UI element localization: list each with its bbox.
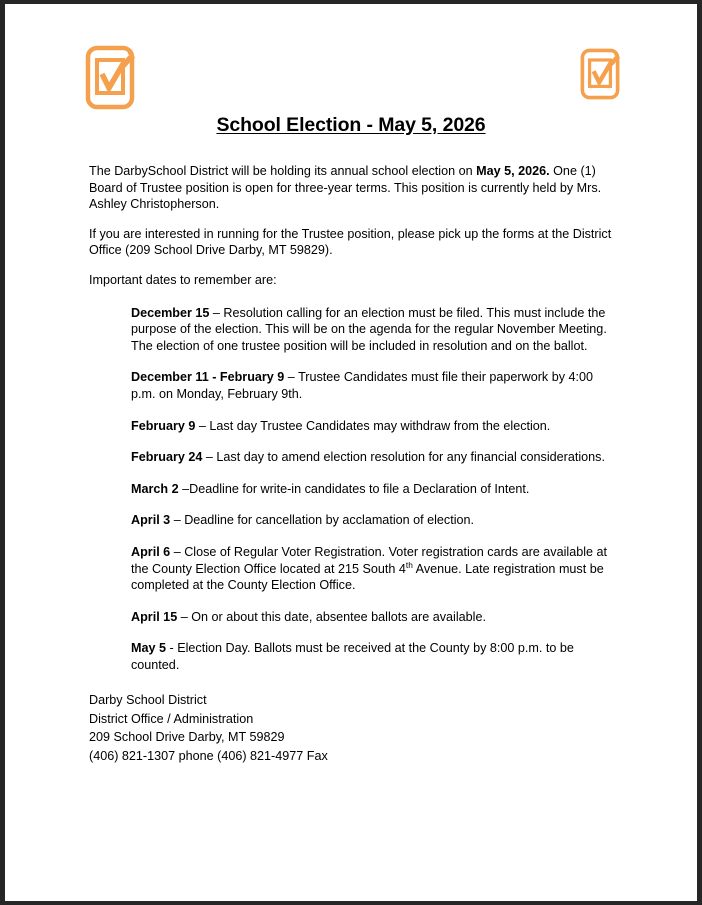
date-label: April 15 xyxy=(131,609,178,624)
phone-fax-line: (406) 821-1307 phone (406) 821-4977 Fax xyxy=(89,748,328,763)
date-description: – Trustee Candidates must file their paperwork by 4:00 p.m. on Monday, February 9th. xyxy=(131,370,594,401)
list-item xyxy=(131,609,619,626)
list-item xyxy=(131,640,619,673)
document-body xyxy=(5,137,697,765)
header-icon-row xyxy=(5,4,697,114)
election-date-bold: May 5, 2026. xyxy=(476,164,550,178)
date-label: December 11 - February 9 xyxy=(131,370,285,385)
date-label: April 3 xyxy=(131,513,171,528)
list-item xyxy=(131,481,619,498)
ballot-checkbox-pencil-icon xyxy=(85,45,135,110)
document-page xyxy=(5,4,697,901)
date-label: February 24 xyxy=(131,450,203,465)
intro-paragraph-2: If you are interested in running for the Trustee position, please pick up the forms at the District Office (209 School Drive Darby, MT 59829). xyxy=(89,226,612,258)
date-label: December 15 xyxy=(131,305,210,320)
date-description-before-ordinal: – Close of Regular Voter Registration. Voter registration cards are available at the County Election Office located at 215 South 4 xyxy=(131,544,608,576)
date-description: – Resolution calling for an election must be filed. This must include the purpose of the election. This will be on the agenda for the regular November Meeting. The election of one trustee position will be included in resolution and on the ballot. xyxy=(131,305,607,353)
list-item xyxy=(131,544,619,594)
ballot-checkbox-pencil-icon xyxy=(580,48,620,100)
date-description: – On or about this date, absentee ballots are available. xyxy=(177,609,486,624)
date-description: – Last day Trustee Candidates may withdraw from the election. xyxy=(195,418,551,433)
list-item xyxy=(131,418,619,435)
district-name: Darby School District xyxy=(89,693,207,708)
ordinal-suffix: th xyxy=(405,559,413,570)
date-label: February 9 xyxy=(131,418,196,433)
important-dates-list xyxy=(89,305,619,674)
date-label: March 2 xyxy=(131,481,179,496)
page-title xyxy=(5,114,697,137)
address-line: 209 School Drive Darby, MT 59829 xyxy=(89,730,285,745)
office-name: District Office / Administration xyxy=(89,711,254,726)
intro-paragraph-1 xyxy=(89,163,619,213)
date-description-after-ordinal: Avenue. Late registration must be completed at the County Election Office. xyxy=(131,561,604,593)
page-title-text: School Election - May 5, 2026 xyxy=(216,114,486,136)
date-label: May 5 xyxy=(131,641,167,656)
dates-intro-line: Important dates to remember are: xyxy=(89,272,277,287)
list-item xyxy=(131,305,619,355)
date-description: – Deadline for cancellation by acclamation of election. xyxy=(170,513,475,528)
intro-text-before-date: The DarbySchool District will be holding its annual school election on xyxy=(89,164,477,178)
contact-block xyxy=(89,691,619,765)
list-item xyxy=(131,449,619,466)
list-item xyxy=(131,369,619,402)
date-description: - Election Day. Ballots must be received at the County by 8:00 p.m. to be counted. xyxy=(131,641,574,672)
date-description: –Deadline for write-in candidates to file a Declaration of Intent. xyxy=(178,481,530,496)
intro-text-after-date: One (1) Board of Trustee position is open for three-year terms. This position is currently held by Mrs. Ashley Christopherson. xyxy=(89,164,602,212)
list-item xyxy=(131,512,619,529)
date-label: April 6 xyxy=(131,544,171,559)
date-description: – Last day to amend election resolution for any financial considerations. xyxy=(202,450,605,465)
